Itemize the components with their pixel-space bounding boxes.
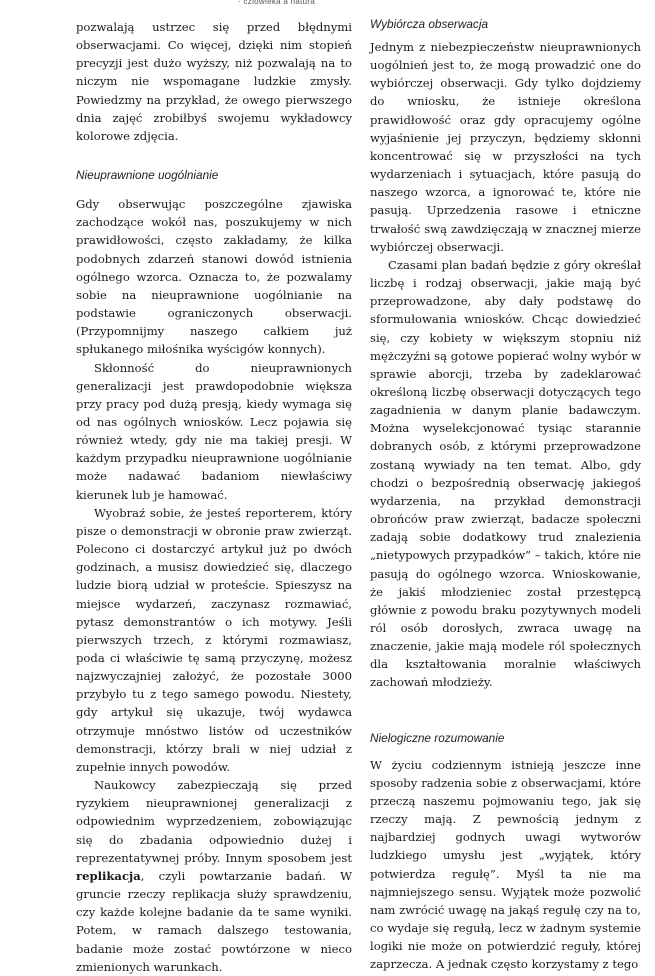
running-header-fragment: · czlowieka a natura bbox=[238, 0, 316, 6]
section-heading-illogical-reasoning: Nielogiczne rozumowanie bbox=[370, 730, 505, 745]
text-run: , czyli powtarzanie badań. W gruncie rzeczy replikacja służy sprawdzeniu, czy każde kolejne badanie da te same wyniki. Potem, w ramach dalszego testowania, badanie może zostać powtórzone w nieco zmienionych warunkach. bbox=[76, 868, 352, 974]
paragraph-replication bbox=[76, 776, 352, 976]
section-heading-overgeneralization: Nieuprawnione uogólnianie bbox=[76, 168, 219, 183]
paragraph: Wyobraź sobie, że jesteś reporterem, który pisze o demonstracji w obronie praw zwierząt. Polecono ci dostarczyć artykuł już po dwóch godzinach, a musisz dowiedzieć się, dlaczego ludzie biorą udział w proteście. Spieszysz na miejsce wydarzeń, zaczynasz rozmawiać, pytasz demonstrantów o ich motywy. Jeśli pierwszych trzech, z którymi rozmawiasz, poda ci właściwie tę samą przyczynę, możesz najzwyczajniej założyć, że pozostałe 3000 przybyło tu z tego samego powodu. Niestety, gdy artykuł się ukazuje, twój wydawca otrzymuje mnóstwo listów od uczestników demonstracji, którzy brali w niej udział z zupełnie innych powodów. bbox=[76, 505, 352, 774]
paragraph-continued: pozwalają ustrzec się przed błędnymi obserwacjami. Co więcej, dzięki nim stopień precyzji jest dużo wyższy, niż pozwalają na to niczym nie wspomagane ludzkie zmysły. Powiedzmy na przykład, że owego pierwszego dnia zajęć zrobiłbyś swojemu wykładowcy kolorowe zdjęcia. bbox=[76, 20, 352, 143]
paragraph: Czasami plan badań będzie z góry określał liczbę i rodzaj obserwacji, jakie mają być przeprowadzone, aby dały podstawę do sformułowania wniosków. Chcąc dowiedzieć się, czy kobiety w większym stopniu niż mężczyźni są gotowe popierać wolny wybór w sprawie aborcji, trzeba by zadeklarować określoną liczbę obserwacji dotyczących tego zagadnienia w danym planie badawczym. Można wyselekcjonować tysiąc starannie dobranych osób, z którymi przeprowadzone zostaną wywiady na ten temat. Albo, gdy chodzi o bezpośrednią obserwację jakiegoś wydarzenia, na przykład demonstracji obrońców praw zwierząt, badacze społeczni zadają sobie dodatkowy trud znalezienia „nietypowych przypadków” – takich, które nie pasują do ogólnego wzorca. Wnioskowanie, że jakiś młodzieniec został przestępcą głównie z powodu braku pozytywnych modeli ról osób dorosłych, zwraca uwagę na znaczenie, jakie mają modele ról społecznych dla kształtowania moralnie właściwych zachowań młodzieży. bbox=[370, 257, 641, 690]
section-heading-selective-observation: Wybiórcza obserwacja bbox=[370, 17, 489, 31]
paragraph: Skłonność do nieuprawnionych generalizacji jest prawdopodobnie większa przy pracy pod dużą presją, kiedy wymaga się od nas ogólnych wniosków. Lecz pojawia się również wtedy, gdy nie ma takiej presji. W każdym przypadku nieuprawnione uogólnianie może nadawać badaniom niewłaściwy kierunek lub je hamować. bbox=[76, 360, 352, 502]
right-column bbox=[370, 18, 641, 974]
left-column bbox=[76, 18, 352, 976]
paragraph: W życiu codziennym istnieją jeszcze inne sposoby radzenia sobie z obserwacjami, które przeczą naszemu pojmowaniu tego, jak się rzeczy mają. Z pewnością jednym z najbardziej godnych uwagi wytworów ludzkiego umysłu jest „wyjątek, który potwierdza regułę”. Myśl ta nie ma najmniejszego sensu. Wyjątek może pozwolić nam zwrócić uwagę na jakąś regułę czy na to, co wydaje się regułą, lecz w żadnym systemie logiki nie może on potwierdzić reguły, której zaprzecza. A jednak często korzystamy z tego bbox=[370, 757, 641, 972]
paragraph: Jednym z niebezpieczeństw nieuprawnionych uogólnień jest to, że mogą prowadzić one do wybiórczej obserwacji. Gdy tylko dojdziemy do wniosku, że istnieje określona prawidłowość oraz gdy opracujemy ogólne wyjaśnienie jej przyczyn, będziemy skłonni koncentrować się w przyszłości na tych wydarzeniach i sytuacjach, które pasują do naszego wzorca, a ignorować te, które nie pasują. Uprzedzenia rasowe i etniczne trwałość swą zawdzięczają w znacznej mierze wybiórczej obserwacji. bbox=[370, 40, 641, 254]
bold-term-replication: replikacja bbox=[76, 868, 141, 883]
text-run: Naukowcy zabezpieczają się przed ryzykiem nieuprawnionej generalizacji z odpowiednim wyprzedzeniem, zobowiązując się do zbadania odpowiednio dużej i reprezentatywnej próby. Innym sposobem jest bbox=[76, 778, 352, 865]
paragraph: Gdy obserwując poszczególne zjawiska zachodzące wokół nas, poszukujemy w nich prawidłowości, często zakładamy, że kilka podobnych zdarzeń stanowi dowód istnienia ogólnego wzorca. Oznacza to, że pozwalamy sobie na nieuprawnione uogólnianie na podstawie ograniczonych obserwacji. (Przypomnijmy naszego całkiem już spłukanego miłośnika wyścigów konnych). bbox=[76, 197, 352, 357]
